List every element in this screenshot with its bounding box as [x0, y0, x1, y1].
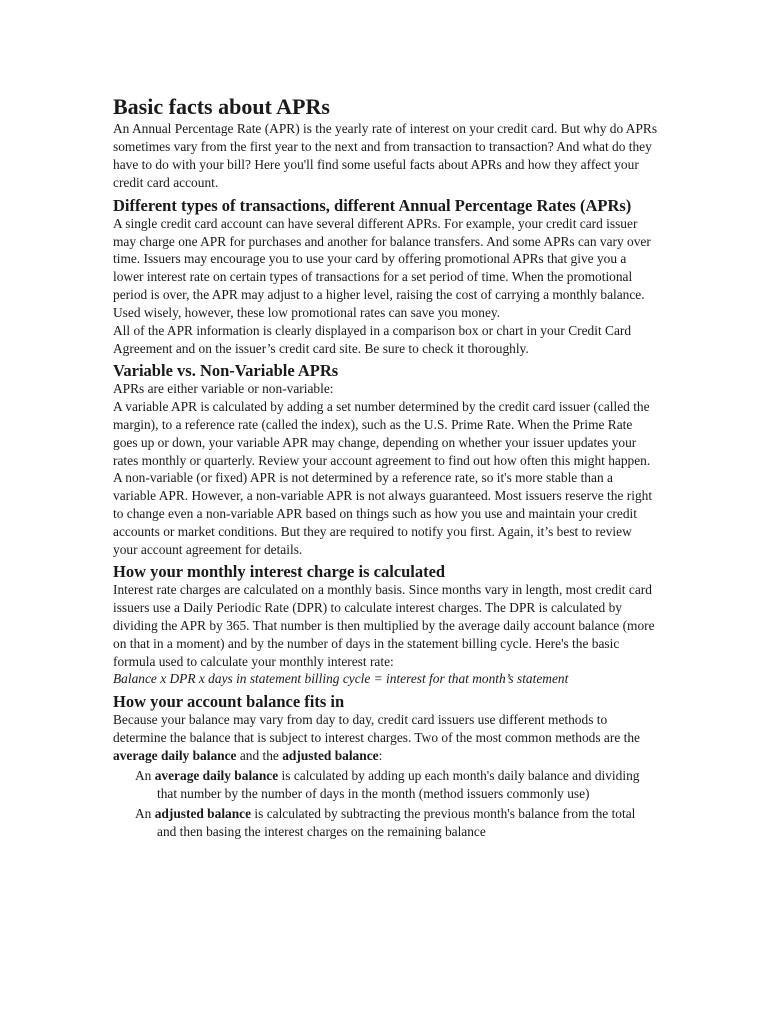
list-item	[113, 767, 658, 803]
interest-formula: Balance x DPR x days in statement billing cycle = interest for that month’s statement	[113, 671, 569, 687]
section-heading-transaction-types: Different types of transactions, different Annual Percentage Rates (APRs)	[113, 195, 632, 215]
list-item-article: An	[135, 805, 155, 821]
section-variable-apr-paragraph-2: A variable APR is calculated by adding a set number determined by the credit card issuer (called the margin), to a reference rate (called the index), such as the U.S. Prime Rate. When the Prime Rate goes up or down, your variable APR may change, depending on whether your issuer updates your rates monthly or quarterly. Review your account agreement to find out how often this might happen.	[113, 398, 651, 468]
balance-paragraph-text-start: Because your balance may vary from day to day, credit card issuers use different methods to determine the balance that is subject to interest charges. Two of the most common methods are the	[113, 712, 640, 746]
section-variable-apr-paragraph-1: APRs are either variable or non-variable:	[113, 380, 334, 396]
balance-paragraph-text-end: :	[378, 748, 383, 764]
section-monthly-interest-paragraph: Interest rate charges are calculated on a monthly basis. Since months vary in length, most credit card issuers use a Daily Periodic Rate (DPR) to calculate interest charges. The DPR is calculated by dividing the APR by 365. That number is then multiplied by the average daily account balance (more on that in a moment) and by the number of days in the statement billing cycle. Here's the basic formula used to calculate your monthly interest rate:	[113, 581, 655, 669]
intro-paragraph: An Annual Percentage Rate (APR) is the yearly rate of interest on your credit card. But why do APRs sometimes vary from the first year to the next and from transaction to transaction? And what do they have to do with your bill? Here you'll find some useful facts about APRs and how they affect your credit card account.	[113, 121, 658, 190]
document-title: Basic facts about APRs	[113, 94, 330, 119]
section-transaction-types-paragraph-2: All of the APR information is clearly displayed in a comparison box or chart in your Credit Card Agreement and on the issuer’s credit card site. Be sure to check it thoroughly.	[113, 323, 632, 356]
term-adjusted-balance: adjusted balance	[282, 748, 379, 764]
section-heading-account-balance: How your account balance fits in	[113, 692, 345, 712]
section-account-balance-paragraph	[113, 711, 658, 765]
section-heading-monthly-interest: How your monthly interest charge is calculated	[113, 561, 446, 581]
list-item-article: An	[135, 768, 155, 784]
balance-paragraph-text-and: and the	[236, 748, 283, 764]
list-item-term: adjusted balance	[154, 805, 252, 821]
list-item-text: is calculated by adding up each month's daily balance and dividing that number by the number of days in the month (method issuers commonly use)	[157, 768, 640, 801]
section-heading-variable-apr: Variable vs. Non-Variable APRs	[113, 360, 339, 380]
document-body	[113, 93, 658, 841]
list-item-term: average daily balance	[154, 768, 279, 784]
balance-methods-list	[113, 767, 658, 841]
term-average-daily-balance: average daily balance	[113, 748, 237, 764]
section-transaction-types-paragraph-1: A single credit card account can have several different APRs. For example, your credit card issuer may charge one APR for purchases and another for balance transfers. And some APRs can vary over time. Issuers may encourage you to use your card by offering promotional APRs that give you a lower interest rate on certain types of transactions for a set period of time. When the promotional period is over, the APR may adjust to a higher level, raising the cost of carrying a monthly balance. Used wisely, however, these low promotional rates can save you money.	[113, 215, 651, 321]
list-item-text: is calculated by subtracting the previous month's balance from the total and then basing the interest charges on the remaining balance	[157, 805, 636, 839]
list-item	[113, 805, 658, 841]
section-variable-apr-paragraph-3: A non-variable (or fixed) APR is not determined by a reference rate, so it's more stable than a variable APR. However, a non-variable APR is not always guaranteed. Most issuers reserve the right to change even a non-variable APR based on things such as how you use and maintain your credit accounts or market conditions. But they are required to notify you first. Again, it’s best to review your account agreement for details.	[113, 470, 653, 558]
